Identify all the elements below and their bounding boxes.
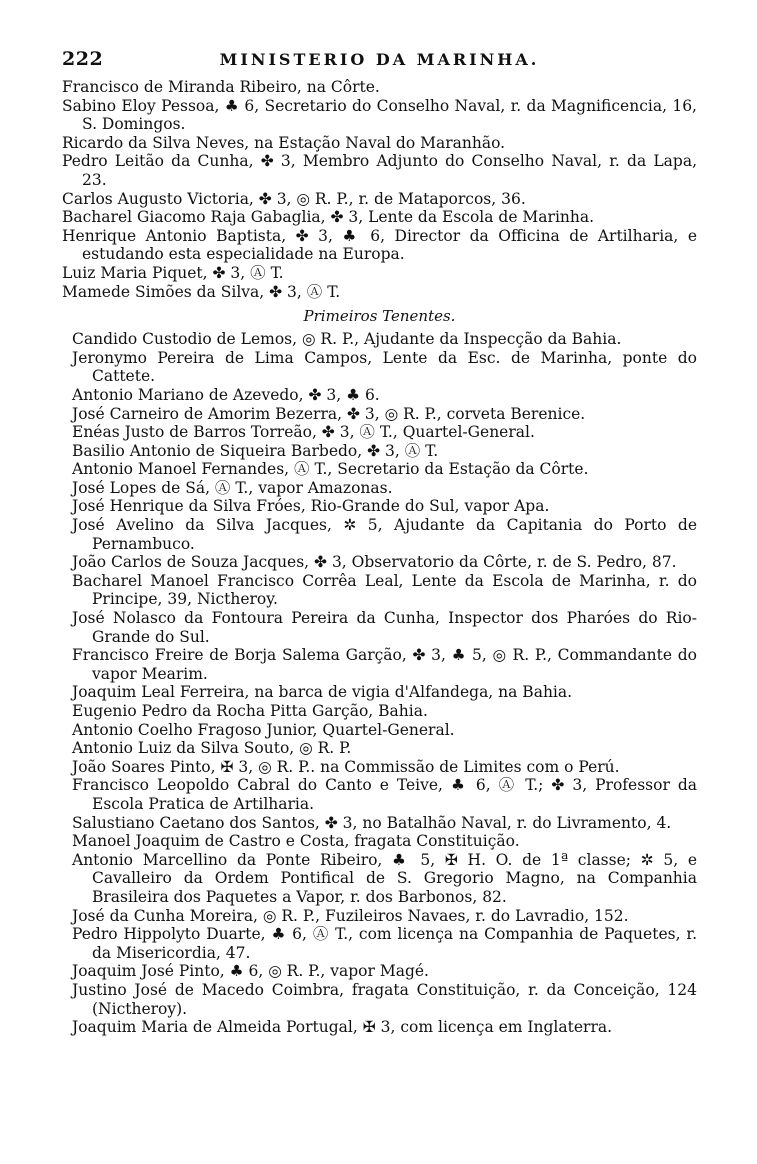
list-item: Antonio Luiz da Silva Souto, ◎ R. P.	[72, 739, 352, 758]
list-item: Bacharel Manoel Francisco Corrêa Leal, Lente da Escola de Marinha, r. do Principe, 39, Nictheroy.	[72, 571, 697, 609]
list-item: Pedro Hippolyto Duarte, ♣ 6, Ⓐ T., com licença na Companhia de Paquetes, r. da Misericordia, 47.	[72, 925, 697, 962]
list-item: Francisco Leopoldo Cabral do Canto e Teive, ♣ 6, Ⓐ T.; ✤ 3, Professor da Escola Pratica de Artilharia.	[72, 776, 697, 813]
list-item: José Henrique da Silva Fróes, Rio-Grande do Sul, vapor Apa.	[72, 497, 550, 516]
list-item: João Carlos de Souza Jacques, ✤ 3, Observatorio da Côrte, r. de S. Pedro, 87.	[72, 553, 677, 572]
list-item: Henrique Antonio Baptista, ✤ 3, ♣ 6, Director da Officina de Artilharia, e estudando esta especialidade na Europa.	[62, 226, 697, 264]
list-item: Salustiano Caetano dos Santos, ✤ 3, no Batalhão Naval, r. do Livramento, 4.	[72, 813, 672, 832]
list-item: Ricardo da Silva Neves, na Estação Naval do Maranhão.	[62, 133, 506, 152]
list-item: Joaquim José Pinto, ♣ 6, ◎ R. P., vapor Magé.	[72, 962, 429, 981]
list-item: João Soares Pinto, ✠ 3, ◎ R. P.. na Commissão de Limites com o Perú.	[72, 757, 620, 776]
list-item: Basilio Antonio de Siqueira Barbedo, ✤ 3, Ⓐ T.	[72, 441, 439, 460]
section-title: Primeiros Tenentes.	[303, 307, 456, 326]
list-item: Antonio Coelho Fragoso Junior, Quartel-General.	[72, 720, 455, 739]
page-header	[62, 48, 697, 78]
list-item: Luiz Maria Piquet, ✤ 3, Ⓐ T.	[62, 263, 284, 282]
section-primeiros-tenentes	[62, 330, 697, 1037]
list-item: Enéas Justo de Barros Torreão, ✤ 3, Ⓐ T., Quartel-General.	[72, 423, 535, 442]
list-item: José Carneiro de Amorim Bezerra, ✤ 3, ◎ R. P., corveta Berenice.	[72, 404, 586, 423]
list-item: Pedro Leitão da Cunha, ✤ 3, Membro Adjunto do Conselho Naval, r. da Lapa, 23.	[62, 152, 697, 189]
list-item: Candido Custodio de Lemos, ◎ R. P., Ajudante da Inspecção da Bahia.	[72, 330, 622, 349]
list-item: Carlos Augusto Victoria, ✤ 3, ◎ R. P., r. de Mataporcos, 36.	[62, 189, 526, 208]
list-item: José Avelino da Silva Jacques, ✲ 5, Ajudante da Capitania do Porto de Pernambuco.	[72, 516, 697, 553]
list-item: Mamede Simões da Silva, ✤ 3, Ⓐ T.	[62, 282, 341, 301]
running-title: MINISTERIO DA MARINHA.	[219, 50, 540, 69]
list-item: Antonio Mariano de Azevedo, ✤ 3, ♣ 6.	[72, 385, 380, 404]
list-item: José Lopes de Sá, Ⓐ T., vapor Amazonas.	[72, 478, 393, 497]
list-item: José Nolasco da Fontoura Pereira da Cunha, Inspector dos Pharóes do Rio-Grande do Sul.	[72, 609, 697, 646]
list-item: Eugenio Pedro da Rocha Pitta Garção, Bahia.	[72, 702, 428, 720]
list-item: Sabino Eloy Pessoa, ♣ 6, Secretario do Conselho Naval, r. da Magnificencia, 16, S. Domingos.	[62, 96, 697, 134]
list-item: Manoel Joaquim de Castro e Costa, fragata Constituição.	[72, 832, 520, 851]
list-item: José da Cunha Moreira, ◎ R. P., Fuzileiros Navaes, r. do Lavradio, 152.	[72, 906, 629, 925]
list-item: Jeronymo Pereira de Lima Campos, Lente da Esc. de Marinha, ponte do Cattete.	[72, 348, 697, 386]
list-item: Francisco Freire de Borja Salema Garção, ✤ 3, ♣ 5, ◎ R. P., Commandante do vapor Mearim.	[72, 646, 697, 683]
section-officers	[62, 78, 697, 301]
list-item: Antonio Manoel Fernandes, Ⓐ T., Secretario da Estação da Côrte.	[72, 460, 589, 479]
list-item: Joaquim Leal Ferreira, na barca de vigia d'Alfandega, na Bahia.	[72, 683, 573, 702]
list-item: Bacharel Giacomo Raja Gabaglia, ✤ 3, Lente da Escola de Marinha.	[62, 208, 595, 227]
page-number: 222	[62, 48, 104, 70]
list-item: Joaquim Maria de Almeida Portugal, ✠ 3, com licença em Inglaterra.	[72, 1018, 613, 1037]
list-item: Antonio Marcellino da Ponte Ribeiro, ♣ 5, ✠ H. O. de 1ª classe; ✲ 5, e Cavalleiro da Ordem Pontifical de S. Gregorio Magno, na Companhia Brasileira dos Paquetes a Vapor, r. dos Barbonos, 82.	[72, 850, 697, 906]
list-item: Justino José de Macedo Coimbra, fragata Constituição, r. da Conceição, 124 (Nictheroy).	[72, 980, 697, 1018]
list-item: Francisco de Miranda Ribeiro, na Côrte.	[62, 78, 380, 96]
